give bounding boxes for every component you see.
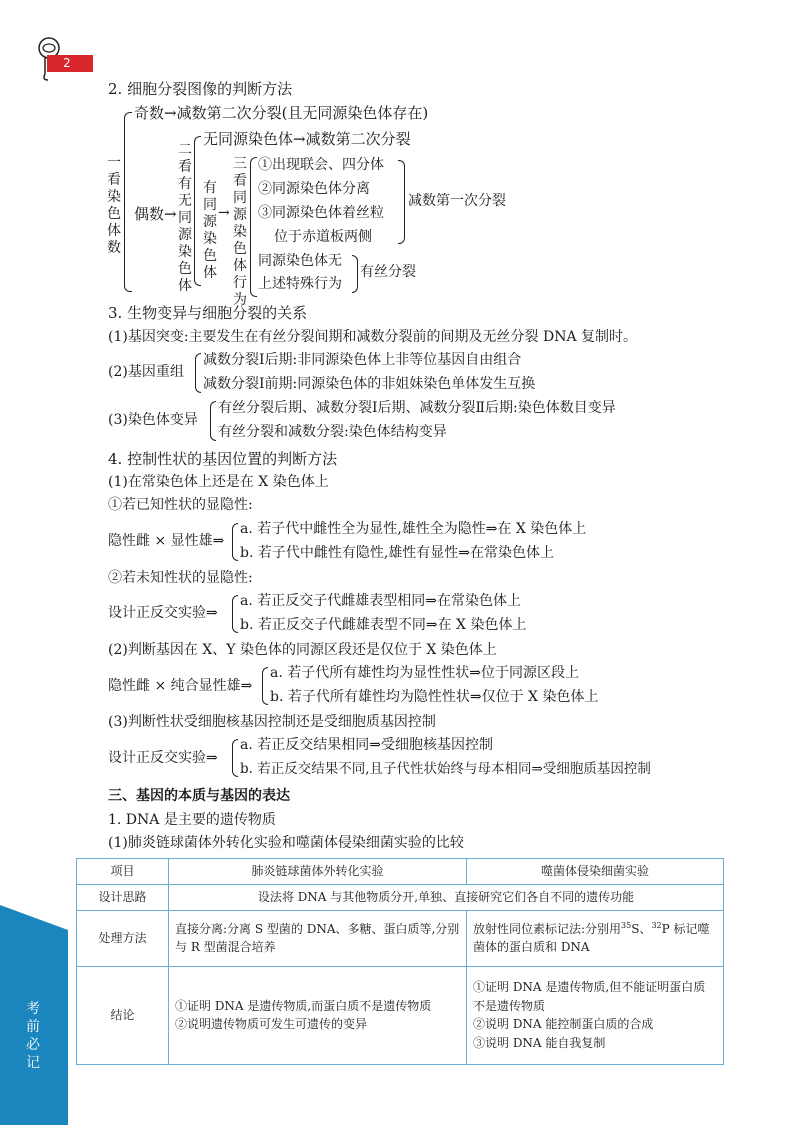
no-homolog-branch: 无同源染色体→减数第二次分裂 [203, 130, 411, 148]
conclusion-left-1: ①证明 DNA 是遗传物质,而蛋白质不是遗传物质 [175, 998, 432, 1013]
table-row [77, 884, 724, 910]
cross2-a: a. 若正反交子代雌雄表型相同⇒在常染色体上 [240, 593, 521, 609]
brace-cross3 [262, 667, 268, 705]
brace-look1 [124, 112, 132, 292]
isotope-p32: 32 [651, 920, 662, 930]
look2-label: 二看有无同源染色体 [178, 142, 192, 294]
look3-label: 三看同源染色体行为 [233, 156, 247, 308]
table-row [77, 966, 724, 1064]
brace-recombination [195, 353, 201, 393]
section-4-title: 4. 控制性状的基因位置的判断方法 [108, 450, 338, 468]
cross4: 设计正反交实验⇒ [108, 750, 218, 766]
section-3-title: 3. 生物变异与细胞分裂的关系 [108, 304, 308, 322]
q1b: ②若未知性状的显隐性: [108, 570, 253, 586]
header-transformation: 肺炎链球菌体外转化实验 [169, 859, 467, 885]
cross2-b: b. 若正反交子代雌雄表型不同⇒在 X 染色体上 [240, 617, 527, 633]
cross3-b: b. 若子代所有雄性均为隐性性状⇒仅位于 X 染色体上 [270, 689, 599, 705]
brace-look2 [194, 136, 201, 286]
conclusion-left [169, 966, 467, 1064]
row-label-method: 处理方法 [77, 910, 169, 966]
cross1-a: a. 若子代中雌性全为显性,雄性全为隐性⇒在 X 染色体上 [240, 521, 587, 537]
cross4-b: b. 若正反交结果不同,且子代性状始终与母本相同⇒受细胞质基因控制 [240, 761, 651, 777]
method-left: 直接分离:分离 S 型菌的 DNA、多糖、蛋白质等,分别与 R 型菌混合培养 [169, 910, 467, 966]
chromosome-variation-label: (3)染色体变异 [108, 412, 198, 428]
table-row [77, 910, 724, 966]
chromosome-variation-b: 有丝分裂和减数分裂:染色体结构变异 [218, 424, 447, 440]
brace-mitosis [352, 255, 358, 293]
q3: (3)判断性状受细胞核基因控制还是受细胞质基因控制 [108, 714, 436, 730]
page-number: 2 [47, 55, 93, 72]
brace-cross2 [232, 595, 238, 633]
table-header-row [77, 859, 724, 885]
look1-label: 一看染色体数 [107, 155, 121, 256]
behavior-3-cont: 位于赤道板两侧 [274, 229, 372, 245]
even-branch: 偶数→ [134, 205, 177, 223]
part3-title: 三、基因的本质与基因的表达 [108, 788, 290, 804]
q1: (1)在常染色体上还是在 X 染色体上 [108, 474, 329, 490]
sidebar-corner [0, 905, 68, 930]
has-homolog-label: 有同源染色体 [203, 180, 217, 281]
method-right-mid: S、 [631, 921, 652, 936]
behavior-2: ②同源染色体分离 [258, 181, 370, 197]
header-item: 项目 [77, 859, 169, 885]
row-label-design: 设计思路 [77, 884, 169, 910]
recombination-a: 减数分裂Ⅰ后期:非同源染色体上非等位基因自由组合 [203, 352, 522, 368]
behavior-4-cont: 上述特殊行为 [258, 276, 342, 292]
behavior-4: 同源染色体无 [258, 253, 342, 269]
cross3-a: a. 若子代所有雄性均为显性性状⇒位于同源区段上 [270, 665, 579, 681]
method-right-post: P 标记噬菌体的蛋白质和 DNA [473, 921, 710, 955]
method-right [467, 910, 724, 966]
conclusion-right-3: ③说明 DNA 能自我复制 [473, 1035, 606, 1050]
brace-cross1 [232, 523, 238, 561]
brace-cross4 [232, 739, 238, 777]
brace-look3 [250, 157, 257, 297]
sidebar-label: 考前必记 [26, 1001, 40, 1071]
conclusion-left-2: ②说明遗传物质可发生可遗传的变异 [175, 1017, 368, 1032]
conclusion-right [467, 966, 724, 1064]
cross3: 隐性雌 × 纯合显性雄⇒ [108, 678, 253, 694]
recombination-label: (2)基因重组 [108, 364, 184, 380]
mitosis-result: 有丝分裂 [360, 264, 416, 280]
behavior-3: ③同源染色体着丝粒 [258, 205, 384, 221]
design-text: 设法将 DNA 与其他物质分开,单独、直接研究它们各自不同的遗传功能 [169, 884, 724, 910]
q2: (2)判断基因在 X、Y 染色体的同源区段还是仅位于 X 染色体上 [108, 642, 497, 658]
has-homolog-arrow: → [218, 205, 230, 221]
section-2-title: 2. 细胞分裂图像的判断方法 [108, 80, 293, 98]
comparison-table [76, 858, 724, 1065]
brace-chromosome [210, 401, 216, 441]
conclusion-right-2: ②说明 DNA 能控制蛋白质的合成 [473, 1017, 654, 1032]
header-phage: 噬菌体侵染细菌实验 [467, 859, 724, 885]
meiosis1-result: 减数第一次分裂 [408, 193, 506, 209]
cross2: 设计正反交实验⇒ [108, 605, 218, 621]
cross1-b: b. 若子代中雌性有隐性,雄性有显性⇒在常染色体上 [240, 545, 555, 561]
conclusion-right-1: ①证明 DNA 是遗传物质,但不能证明蛋白质不是遗传物质 [473, 979, 706, 1013]
part3-s1-1: (1)肺炎链球菌体外转化实验和噬菌体侵染细菌实验的比较 [108, 835, 464, 851]
isotope-s35: 35 [621, 920, 632, 930]
gene-mutation: (1)基因突变:主要发生在有丝分裂间期和减数分裂前的间期及无丝分裂 DNA 复制时。 [108, 329, 638, 345]
row-label-conclusion: 结论 [77, 966, 169, 1064]
part3-s1: 1. DNA 是主要的遗传物质 [108, 812, 276, 828]
behavior-1: ①出现联会、四分体 [258, 157, 384, 173]
cross1: 隐性雌 × 显性雄⇒ [108, 533, 225, 549]
cross4-a: a. 若正反交结果相同⇒受细胞核基因控制 [240, 737, 493, 753]
odd-branch: 奇数→减数第二次分裂(且无同源染色体存在) [134, 104, 429, 122]
chromosome-variation-a: 有丝分裂后期、减数分裂Ⅰ后期、减数分裂Ⅱ后期:染色体数目变异 [218, 400, 616, 416]
method-right-pre: 放射性同位素标记法:分别用 [473, 921, 622, 936]
recombination-b: 减数分裂Ⅰ前期:同源染色体的非姐妹染色单体发生互换 [203, 376, 536, 392]
q1a: ①若已知性状的显隐性: [108, 497, 253, 513]
brace-meiosis1 [398, 160, 405, 244]
